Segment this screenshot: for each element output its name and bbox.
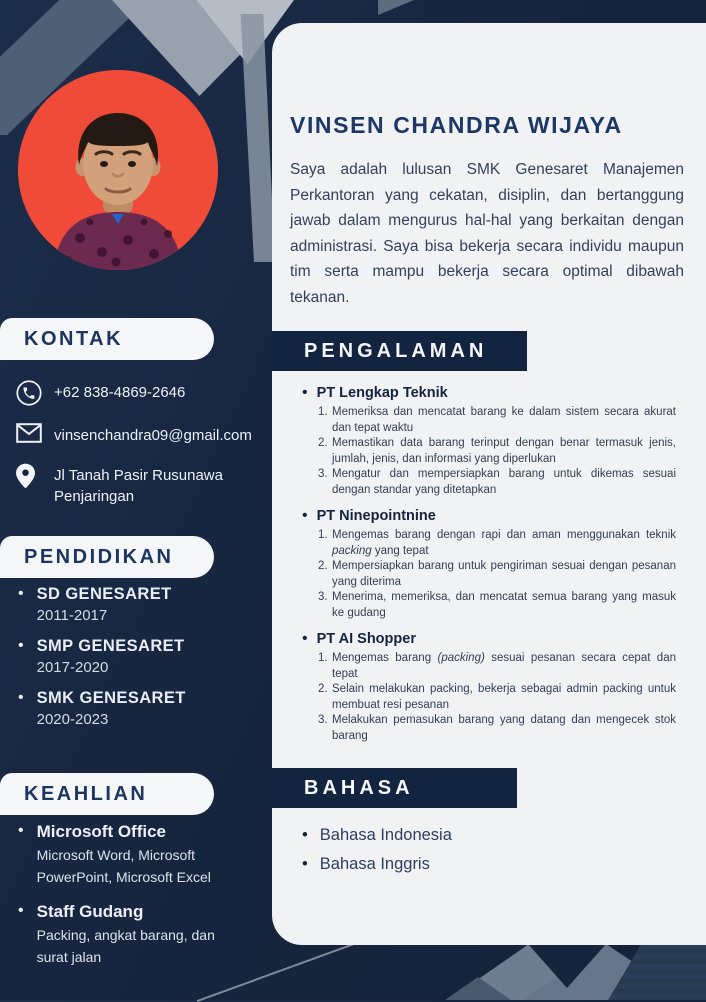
task-text: Mengemas barang [332, 652, 438, 664]
kontak-title: KONTAK [24, 327, 124, 350]
task [318, 559, 676, 590]
task-list [318, 651, 676, 744]
task-text: sesuai pesanan secara cepat dan tepat [332, 652, 676, 680]
task [318, 651, 676, 682]
page-title: VINSEN CHANDRA WIJAYA [290, 112, 623, 138]
company-name: • PT AI Shopper [316, 631, 416, 647]
task-text: Mengemas barang dengan rapi dan aman menggunakan teknik [332, 529, 676, 541]
task [318, 405, 676, 436]
profile-photo-illustration [18, 70, 218, 270]
company-heading [302, 630, 690, 648]
task [318, 528, 676, 559]
pengalaman-title: PENGALAMAN [304, 339, 488, 362]
education-years: 2020-2023 [36, 711, 109, 728]
company-name: • PT Ninepointnine [316, 508, 436, 524]
keahlian-title: KEAHLIAN [24, 782, 148, 805]
education-school: • SMP GENESARET [36, 637, 185, 655]
email-icon [16, 423, 44, 443]
list-item [18, 585, 186, 624]
skill-name: • Microsoft Office [36, 822, 167, 841]
address-text: Jl Tanah Pasir Rusunawa Penjaringan [54, 467, 223, 505]
kontak-section-header [0, 318, 214, 360]
task-text-italic: packing [332, 544, 372, 557]
bahasa-title: BAHASA [304, 776, 414, 799]
task [318, 467, 676, 498]
skill-detail: Packing, angkat barang, dan surat jalan [36, 927, 215, 965]
skill-detail: Microsoft Word, Microsoft PowerPoint, Microsoft Excel [36, 847, 211, 885]
contact-phone-row [16, 380, 268, 406]
task-text: yang tepat [371, 544, 429, 557]
language-label: • Bahasa Indonesia [319, 826, 452, 844]
profile-photo [18, 70, 218, 270]
list-item [18, 689, 186, 728]
skills-list [18, 822, 258, 982]
list-item [302, 821, 690, 850]
language-label: • Bahasa Inggris [319, 855, 430, 873]
task-text: Mengatur dan mempersiapkan barang untuk dikemas sesuai dengan standar yang ditetapkan [332, 468, 676, 496]
contact-email-row [16, 423, 268, 446]
task [318, 713, 676, 744]
task [318, 682, 676, 713]
profile-summary: Saya adalah lulusan SMK Genesaret Manajemen Perkantoran yang cekatan, disiplin, dan bertanggung jawab dalam mengurus hal-hal yang berkaitan dengan administrasi. Saya bisa bekerja secara individu maupun tim serta mampu bekerja secara optimal dibawah tekanan. [290, 161, 684, 306]
company-name: • PT Lengkap Teknik [316, 385, 448, 401]
education-years: 2011-2017 [36, 607, 108, 624]
keahlian-section-header [0, 773, 214, 815]
language-list [302, 821, 690, 879]
pendidikan-section-header [0, 536, 214, 578]
company-heading [302, 384, 690, 402]
task-text: Mempersiapkan barang untuk pengiriman sesuai dengan pesanan yang diterima [332, 560, 676, 588]
pengalaman-section-header [272, 331, 527, 371]
task-list [318, 405, 676, 498]
experience-item [302, 507, 690, 621]
experience-item [302, 384, 690, 498]
contact-address-row [16, 463, 268, 507]
contact-list [16, 380, 268, 524]
list-item [18, 637, 186, 676]
task [318, 436, 676, 467]
experience-list [302, 384, 690, 744]
top-band-triangle [378, 0, 414, 15]
education-list [18, 585, 186, 741]
email-address: vinsenchandra09@gmail.com [54, 427, 252, 444]
list-item [302, 850, 690, 879]
education-school: • SD GENESARET [36, 585, 172, 603]
task-list [318, 528, 676, 621]
bahasa-section-header [272, 768, 517, 808]
task-text: Melakukan pemasukan barang yang datang dan mengecek stok barang [332, 714, 676, 742]
task-text: Selain melakukan packing, bekerja sebagai admin packing untuk membuat resi pesanan [332, 683, 676, 711]
task-text: Memeriksa dan mencatat barang ke dalam sistem secara akurat dan tepat waktu [332, 406, 676, 434]
location-pin-icon [16, 463, 44, 489]
education-years: 2017-2020 [36, 659, 109, 676]
skill-name: • Staff Gudang [36, 902, 144, 921]
task [318, 590, 676, 621]
task-text: Menerima, memeriksa, dan mencatat semua barang yang masuk ke gudang [332, 591, 676, 619]
company-heading [302, 507, 690, 525]
phone-icon [16, 380, 44, 406]
experience-item [302, 630, 690, 744]
task-text-italic: (packing) [437, 652, 485, 664]
list-item [18, 822, 258, 888]
list-item [18, 902, 258, 968]
pendidikan-title: PENDIDIKAN [24, 545, 174, 568]
education-school: • SMK GENESARET [36, 689, 186, 707]
main-content-panel [272, 23, 706, 945]
phone-number: +62 838-4869-2646 [54, 384, 186, 401]
task-text: Memastikan data barang terinput dengan benar termasuk jenis, jumlah, jenis, dan informasi yang diperlukan [332, 437, 676, 465]
